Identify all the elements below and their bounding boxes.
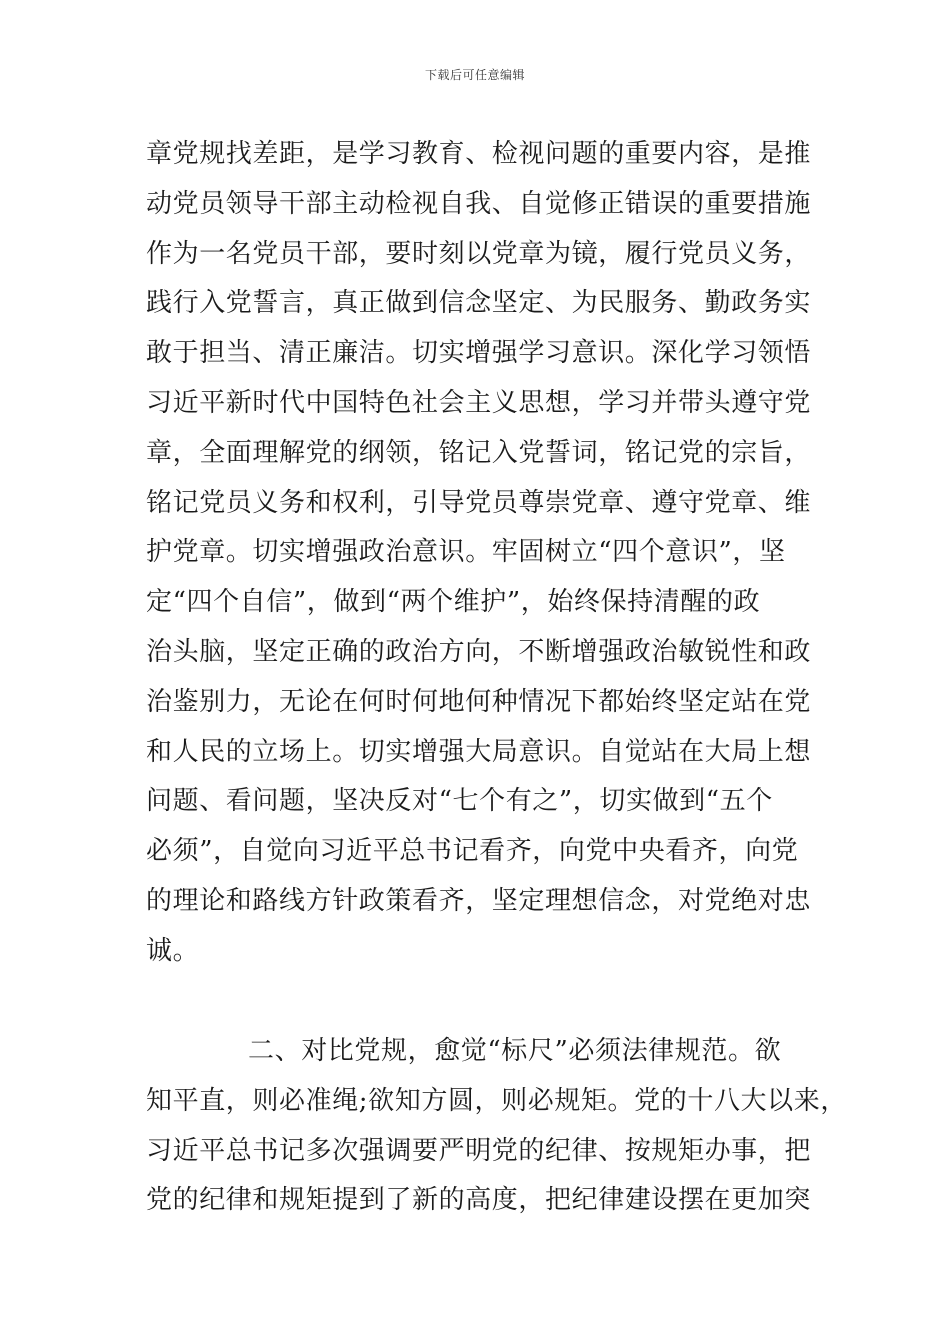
text-line: 章，全面理解党的纲领，铭记入党誓词，铭记党的宗旨， — [146, 437, 812, 468]
text-line: 的理论和路线方针政策看齐，坚定理想信念，对党绝对忠 — [146, 885, 812, 916]
text-line: 敢于担当、清正廉洁。切实增强学习意识。深化学习领悟 — [146, 338, 812, 369]
text-line: 定“四个自信”，做到“两个维护”，始终保持清醒的政 — [146, 587, 761, 618]
text-line: 治鉴别力，无论在何时何地何种情况下都始终坚定站在党 — [146, 686, 812, 717]
text-line: 习近平新时代中国特色社会主义思想，学习并带头遵守党 — [146, 387, 812, 418]
text-line: 知平直，则必准绳;欲知方圆，则必规矩。党的十八大以来， — [146, 1085, 847, 1116]
text-line: 护党章。切实增强政治意识。牢固树立“四个意识”，坚 — [146, 537, 786, 568]
text-line: 铭记党员义务和权利，引导党员尊崇党章、遵守党章、维 — [146, 487, 812, 518]
paragraph-2 — [146, 1027, 847, 1226]
text-line: 动党员领导干部主动检视自我、自觉修正错误的重要措施 — [146, 188, 812, 219]
paragraph-1 — [146, 130, 816, 977]
text-line: 作为一名党员干部，要时刻以党章为镜，履行党员义务， — [146, 238, 812, 269]
text-line: 治头脑，坚定正确的政治方向，不断增强政治敏锐性和政 — [146, 636, 812, 667]
text-line: 践行入党誓言，真正做到信念坚定、为民服务、勤政务实 — [146, 288, 812, 319]
text-line: 诚。 — [146, 935, 200, 966]
text-line: 和人民的立场上。切实增强大局意识。自觉站在大局上想 — [146, 736, 812, 767]
text-line: 二、对比党规，愈觉“标尺”必须法律规范。欲 — [248, 1036, 782, 1066]
text-line: 必须”，自觉向习近平总书记看齐，向党中央看齐，向党 — [146, 836, 799, 867]
text-line: 问题、看问题，坚决反对“七个有之”，切实做到“五个 — [146, 786, 773, 817]
text-line: 习近平总书记多次强调要严明党的纪律、按规矩办事，把 — [146, 1135, 812, 1166]
text-line: 章党规找差距，是学习教育、检视问题的重要内容，是推 — [146, 139, 812, 169]
page-header: 下载后可任意编辑 — [424, 68, 525, 82]
text-line: 党的纪律和规矩提到了新的高度，把纪律建设摆在更加突 — [146, 1185, 812, 1216]
